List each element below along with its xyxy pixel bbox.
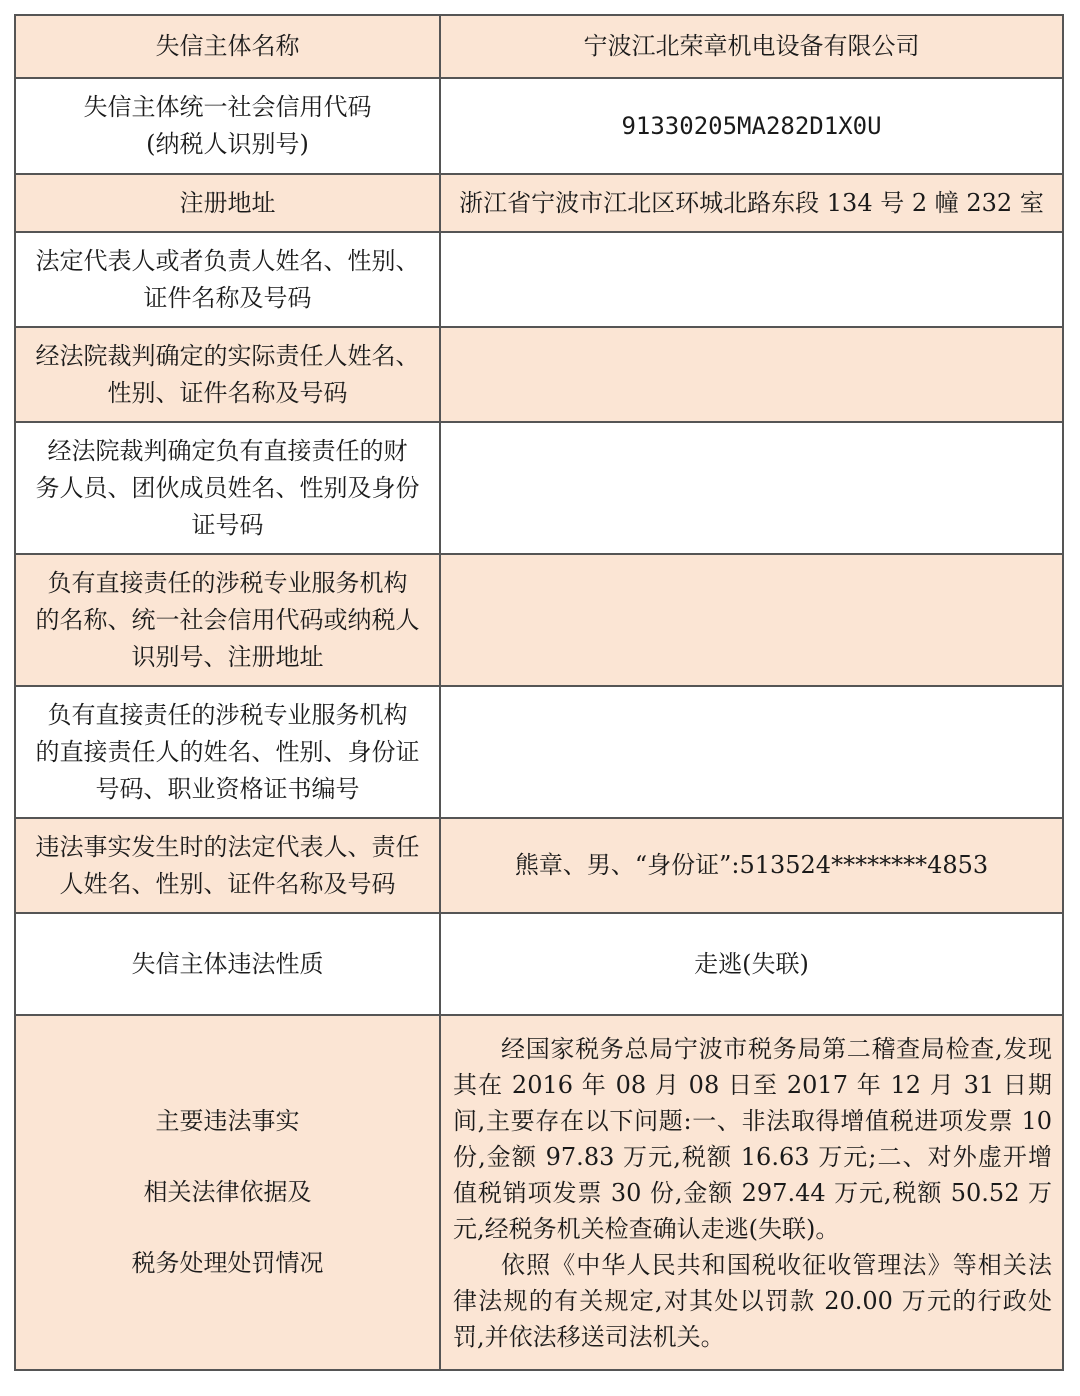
row-representative-at-violation <box>15 818 1063 913</box>
value-registered-address: 浙江省宁波市江北区环城北路东段 134 号 2 幢 232 室 <box>440 174 1063 232</box>
label-credit-code: 失信主体统一社会信用代码 (纳税人识别号) <box>15 78 440 174</box>
label-violation-nature: 失信主体违法性质 <box>15 913 440 1015</box>
row-violation-nature <box>15 913 1063 1015</box>
label-registered-address: 注册地址 <box>15 174 440 232</box>
value-representative-at-violation: 熊章、男、“身份证”:513524********4853 <box>440 818 1063 913</box>
credit-record-table <box>14 14 1064 1371</box>
row-credit-code <box>15 78 1063 174</box>
row-main-facts <box>15 1015 1063 1370</box>
row-tax-service-agency <box>15 554 1063 686</box>
value-credit-code: 91330205MA282D1X0U <box>440 78 1063 174</box>
row-finance-personnel <box>15 422 1063 554</box>
value-actual-responsible-person <box>440 327 1063 422</box>
label-main-facts: 主要违法事实 相关法律依据及 税务处理处罚情况 <box>15 1015 440 1370</box>
label-legal-representative: 法定代表人或者负责人姓名、性别、 证件名称及号码 <box>15 232 440 327</box>
value-finance-personnel <box>440 422 1063 554</box>
value-entity-name: 宁波江北荣章机电设备有限公司 <box>440 15 1063 78</box>
row-actual-responsible-person <box>15 327 1063 422</box>
facts-paragraph-penalty: 依照《中华人民共和国税收征收管理法》等相关法律法规的有关规定,对其处以罚款 20.00 万元的行政处罚,并依法移送司法机关。 <box>453 1250 1052 1351</box>
value-legal-representative <box>440 232 1063 327</box>
row-agency-responsible-person <box>15 686 1063 818</box>
row-registered-address <box>15 174 1063 232</box>
row-legal-representative <box>15 232 1063 327</box>
facts-paragraph-findings: 经国家税务总局宁波市税务局第二稽查局检查,发现其在 2016 年 08 月 08 日至 2017 年 12 月 31 日期间,主要存在以下问题:一、非法取得增值税进项发票 10 份,金额 97.83 万元,税额 16.63 万元;二、对外虚开增值税销项发票 30 份,金额 297.44 万元,税额 50.52 万元,经税务机关检查确认走逃(失联)。 <box>453 1034 1052 1243</box>
label-agency-responsible-person: 负有直接责任的涉税专业服务机构 的直接责任人的姓名、性别、身份证 号码、职业资格证书编号 <box>15 686 440 818</box>
label-tax-service-agency: 负有直接责任的涉税专业服务机构 的名称、统一社会信用代码或纳税人 识别号、注册地址 <box>15 554 440 686</box>
label-finance-personnel: 经法院裁判确定负有直接责任的财 务人员、团伙成员姓名、性别及身份 证号码 <box>15 422 440 554</box>
label-actual-responsible-person: 经法院裁判确定的实际责任人姓名、 性别、证件名称及号码 <box>15 327 440 422</box>
value-agency-responsible-person <box>440 686 1063 818</box>
label-entity-name: 失信主体名称 <box>15 15 440 78</box>
label-representative-at-violation: 违法事实发生时的法定代表人、责任 人姓名、性别、证件名称及号码 <box>15 818 440 913</box>
value-tax-service-agency <box>440 554 1063 686</box>
value-main-facts <box>440 1015 1063 1370</box>
value-violation-nature: 走逃(失联) <box>440 913 1063 1015</box>
row-entity-name <box>15 15 1063 78</box>
